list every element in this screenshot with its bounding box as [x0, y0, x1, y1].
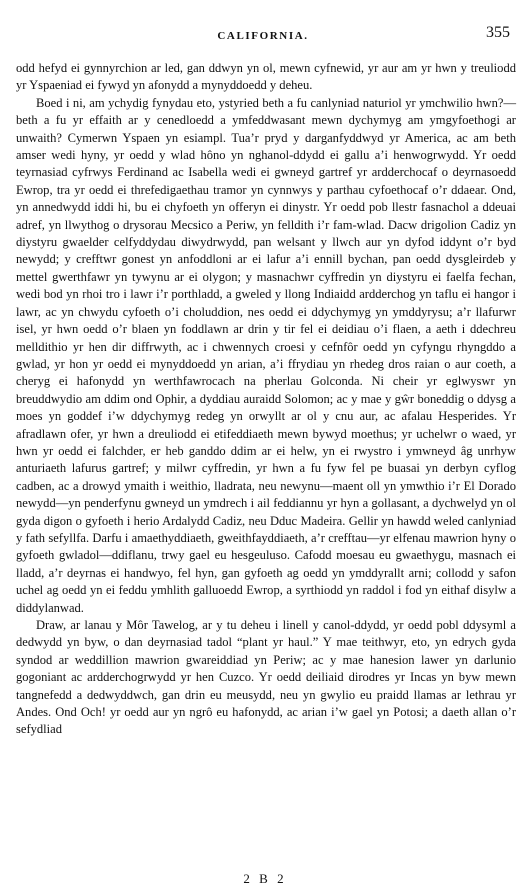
- paragraph-peru: Draw, ar lanau y Môr Tawelog, ar y tu deheu i linell y canol-ddydd, yr oedd pobl ddysyml a dedwydd yn byw, o dan deyrnasiad tadol “plant yr haul.” Y mae teithwyr, eto, yn edrych gyda syndod ar weddillion mawrion gwareiddiad yn Periw; ac y mae hanesion lawer yn darlunio gogoniant ac ardderchogrwydd yr hen Cuzco. Yr oedd deiliaid dirodres yr Incas yn byw mewn tangnefedd a dedwyddwch, gan drin eu meusydd, neu yn gwylio eu praidd llamas ar lethrau yr Andes. Ond Och! yr oedd aur yn ngrô eu hafonydd, ac arian i’w gael yn Potosi; a daeth allan o’r sefydliad: [16, 618, 516, 737]
- running-head: [14, 24, 512, 44]
- signature-mark: 2 B 2: [243, 871, 287, 886]
- page-number: 355: [486, 24, 510, 41]
- body-text: [16, 60, 516, 739]
- running-title: CALIFORNIA.: [217, 30, 309, 42]
- paragraph-continuation: odd hefyd ei gynnyrchion ar led, gan ddwyn yn ol, mewn cyfnewid, yr aur am yr hwn y treuliodd yr Yspaeniad ei fywyd yn afonydd a mynyddoedd y deheu.: [16, 61, 516, 93]
- paragraph-spain: Boed i ni, am ychydig fynydau eto, ystyried beth a fu canlyniad naturiol yr ymchwilio hwn?—beth a fu yr effaith ar y cenedloedd a ymfeddwasant mewn dychymyg am ymgyfoethogi ar unwaith? Cymerwn Yspaen yn esiampl. Tua’r pryd y darganfyddwyd yr America, ac am beth amser wedi hyny, yr oedd y wlad hôno yn nghanol-ddydd ei gallu a’i henwogrwydd. Yr oedd teyrnasiad cyfrwys Ferdinand ac Isabella wedi ei gwneyd gartref yr ardderchocaf o deyrnasoedd Ewrop, tra yr oedd ei threfedigaethau tramor yn cynnwys y parthau cyfoethocaf o’r ddaear. Ond, yn annedwydd iddi hi, bu ei chyfoeth yn offeryn ei dinystr. Yr oedd pob llestr fasnachol a ddeuai adref, yn llwythog o drysorau Mecsico a Periw, yn felldith i’r fam-wlad. Dacw drigolion Cadiz yn diystyru gwaelder celfyddydau diwydrwydd, pan welsant y llwch aur yn dyfod iddynt o’r byd newydd; y crefftwr gonest yn anfoddloni ar ei lafur a’i ennill bychan, pan oedd dysgleirdeb y mettel gwerthfawr yn tywynu ar ei olygon; y masnachwr cyffredin yn diystyru ei faelfa fechan, wedi bod yn rhoi tro i lawr i’r porthladd, a gweled y llong Indiaidd ardderchog yn taflu ei hangor i lawr, ac yn chwydu cyfoeth o’i choluddion, nes oedd ei ddychymyg yn ymddyrysu; a’r llafurwr isel, yr hwn oedd o’r blaen yn foddlawn ar drin y tir fel ei deidiau o’i flaen, a aeth i ddechreu melldithio yr hen dir diffrwyth, ac i chwennych croesi y cefnfôr oedd yn cyfyngu rhyngddo a gwlad, yr hon yr oedd ei mynyddoedd yn arian, a’i ffrydiau yn rhedeg dros raian o aur coeth, a cheryg ei hafonydd yn werthfawrocach na pherlau Golconda. Ni cheir yr eglwyswr yn breuddwydio am ddim ond Ophir, a dyddiau auraidd Solomon; ac y mae y gŵr boneddig o ddysg a moes yn goddef i’w ddychymyg redeg yn orwyllt ar ol y cnu aur, ac afalau Hesperides. Yr afradlawn ofer, yr hwn a dreuliodd ei etifeddiaeth mewn bywyd moethus; yr uchelwr o waed, yr hwn yr oedd ei falchder, er heb ganddo ddim ar ei helw, yn ei rwystro i ymwneyd âg unrhyw anturiaeth lafurus gartref; y milwr cyffredin, yr hwn a fu fyw fel pe buasai yn derbyn cyflog cadben, ac a drowyd ymaith i weithio, lladrata, neu newynu—maent oll yn ymwthio i’r El Dorado newydd—yn penderfynu gwneyd un ymdrech i ail feddiannu yr hyn a gollasant, a dychwelyd yn ol gyda digon o gyfoeth i herio Ardalydd Cadiz, neu Dduc Madeira. Gellir yn hawdd weled canlyniad y fath sefyllfa. Darfu i amaethyddiaeth, gweithfayddiaeth, a’r crefftau—yr elfenau mawrion hyny o gyfoeth gwladol—ddiflanu, trwy gael eu hesgeuluso. Cafodd moesau eu gwaethygu, masnach ei lladd, a’r deyrnas ei handwyo, fel hyn, gan gyfoeth ag oedd yn ymddyrallt arni; collodd y safon uchel ag oedd yn ei feddu ymhlith galluoedd Ewrop, a syrthiodd yn raddol i fod yn eithaf disylw a diddylanwad.: [16, 95, 516, 615]
